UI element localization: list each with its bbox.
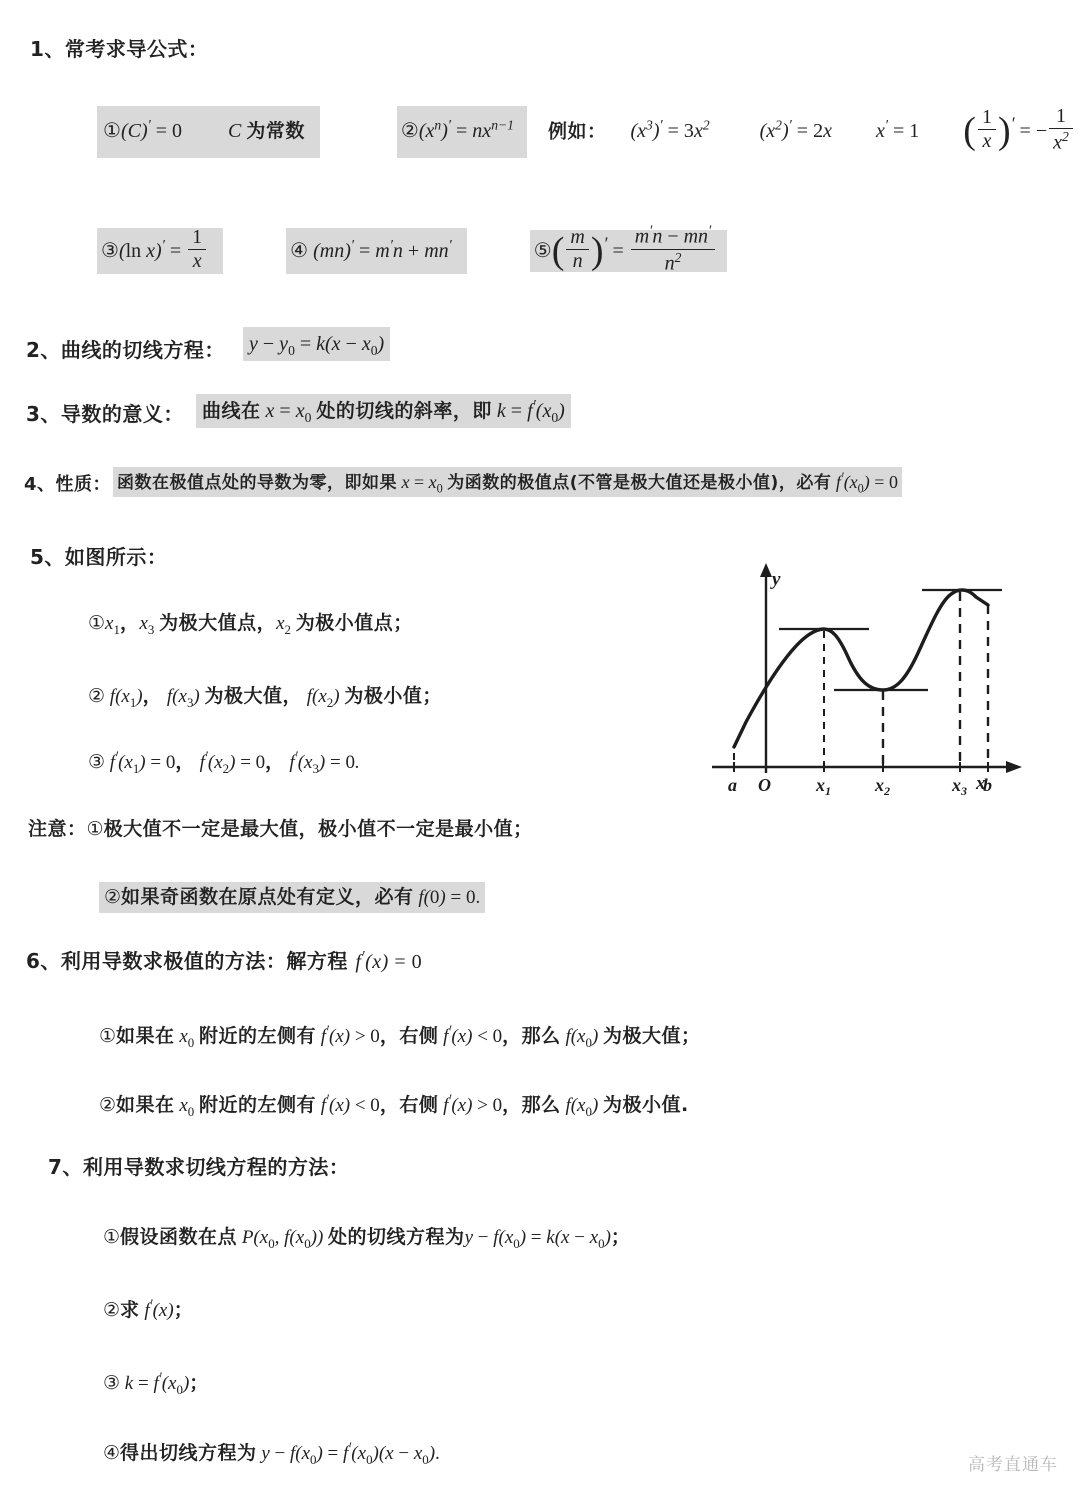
extrema-graph (706, 557, 1036, 802)
example-2: $(x^2)' = 2x$ (759, 117, 832, 143)
extrema-graph-svg (706, 557, 1036, 802)
formula-2-marker: ② (400, 120, 419, 143)
section-7-number: 7、 (48, 1155, 83, 1179)
section-5-heading (30, 541, 167, 570)
item-marker: ② (88, 686, 106, 707)
section-2-title: 曲线的切线方程： (60, 338, 225, 362)
section-3-number: 3、 (26, 402, 61, 426)
item-marker: ④ (103, 1443, 121, 1464)
section-4-number: 4、 (24, 474, 56, 495)
section-3-title: 导数的意义： (60, 402, 184, 426)
function-curve (734, 590, 988, 747)
x-axis-label: x (976, 773, 986, 794)
formula-3-box: ③(ln x)′ = $\frac{1}{x}$ (97, 228, 223, 274)
section-7-item-4: ④得出切线方程为 $y - f(x_0) = f'(x_0)(x - x_0)$. (103, 1439, 440, 1467)
section-7-item-3: ③ $k = f'(x_0)$； (103, 1369, 209, 1397)
section-6-title-text: 利用导数求极值的方法：解方程 (60, 949, 348, 973)
formula-5-box: ⑤( $\frac{m}{n}$ )′ = $\frac{m'n - mn'}{n^2}$ (530, 230, 727, 272)
x-axis-arrow (1006, 761, 1022, 773)
section-2-heading (26, 334, 225, 363)
watermark: 高考直通车 (968, 1455, 1058, 1475)
section-1-title: 常考求导公式： (64, 37, 209, 61)
formula-4-box: ④ (mn)′ = m′n + mn′ (286, 228, 467, 274)
example-1: $(x^3)' = 3x^2$ (630, 117, 710, 143)
note-marker: ① (86, 819, 104, 840)
item-marker: ③ (88, 752, 106, 773)
section-1-heading (30, 33, 208, 62)
formula-2-box: $②(x^n)' = nx^{n-1}$ (397, 106, 527, 158)
tick-label-x1: $x_1$ (816, 775, 831, 798)
section-6-item-2: ②如果在 $x_0$ 附近的左侧有 f′(x) < 0，右侧 f′(x) > 0，那么 $f(x_0)$ 为极小值. (99, 1091, 689, 1119)
section-5-item-1: $①x_1$，$x_3$ 为极大值点，$x_2$ 为极小值点； (88, 612, 413, 637)
section-6-item-1: ①如果在 $x_0$ 附近的左侧有 f′(x) > 0，右侧 f′(x) < 0，那么 $f(x_0)$ 为极大值； (99, 1022, 701, 1050)
item-marker: ① (88, 613, 106, 634)
section-6-heading: 6、利用导数求极值的方法：解方程 f′(x) = 0 (26, 948, 423, 973)
section-7-item-2: ②求 f′(x)； (103, 1296, 194, 1321)
tick-label-x3: $x_3$ (952, 775, 967, 798)
section-5-item-3: ③ $f'(x_1) = 0$， $f'(x_2) = 0$， $f'(x_3) = 0$. (88, 748, 360, 776)
formula-4-marker: ④ (290, 239, 309, 262)
section-5-item-2: ② $f(x_1)$， $f(x_3)$ 为极大值， $f(x_2)$ 为极小值； (88, 685, 442, 710)
formula-row-1 (97, 105, 1075, 158)
item-marker: ① (99, 1026, 117, 1047)
section-4-heading (24, 470, 111, 496)
note-line-2: ②如果奇函数在原点处有定义，必有 f(0) = 0. (99, 882, 485, 909)
section-7-heading (48, 1151, 349, 1180)
section-6-number: 6、 (26, 949, 61, 973)
item-marker: ③ (103, 1373, 121, 1394)
section-3-heading (26, 398, 184, 427)
tick-label-x2: $x_2$ (875, 775, 890, 798)
y-axis-label: y (772, 569, 781, 590)
example-3: x′ = 1 (875, 117, 920, 143)
section-5-number: 5、 (30, 545, 65, 569)
section-2-number: 2、 (26, 338, 61, 362)
formula-row-2 (97, 223, 727, 278)
section-1-number: 1、 (30, 37, 65, 61)
example-4: ( $\frac{1}{x}$ )′ = − $\frac{1}{x^2}$ (963, 120, 1075, 142)
item-marker: ② (103, 1300, 121, 1321)
note-marker: ② (104, 887, 122, 908)
note-label: 注意： (28, 818, 87, 840)
formula-1-box: ①(C)′ = 0 C 为常数 (97, 106, 320, 158)
tick-label-O: O (758, 775, 771, 795)
item-marker: ① (103, 1227, 121, 1248)
note-line-1 (28, 814, 533, 841)
item-marker: ② (99, 1095, 117, 1116)
section-7-item-1: ①假设函数在点 $P(x_0$, $f(x_0)$) 处的切线方程为$y - f(x_0) = k(x - x_0)$； (103, 1226, 631, 1251)
section-4-title: 性质： (55, 474, 112, 495)
section-7-title: 利用导数求切线方程的方法： (82, 1155, 350, 1179)
formula-5-marker: ⑤ (533, 239, 552, 262)
formula-3-marker: ③ (101, 239, 119, 262)
example-label: 例如： (547, 120, 607, 143)
section-3-formula-box: 曲线在 $x = x_0$ 处的切线的斜率，即 $k = f'(x_0)$ (196, 396, 571, 426)
tick-label-b: b (983, 775, 992, 795)
tick-label-a: a (728, 775, 737, 795)
y-axis-arrow (760, 563, 772, 577)
section-2-formula-box: $y - y_0 = k(x - x_0)$ (243, 333, 390, 359)
formula-1-marker: ① (103, 120, 121, 143)
note-text: 极大值不一定是最大值，极小值不一定是最小值； (103, 818, 533, 840)
section-4-formula-box: 函数在极值点处的导数为零，即如果 $x = x_0$ 为函数的极值点(不管是极大值还是极小值)，必有 $f'(x_0) = 0$ (113, 468, 902, 497)
section-5-title: 如图所示： (64, 545, 168, 569)
